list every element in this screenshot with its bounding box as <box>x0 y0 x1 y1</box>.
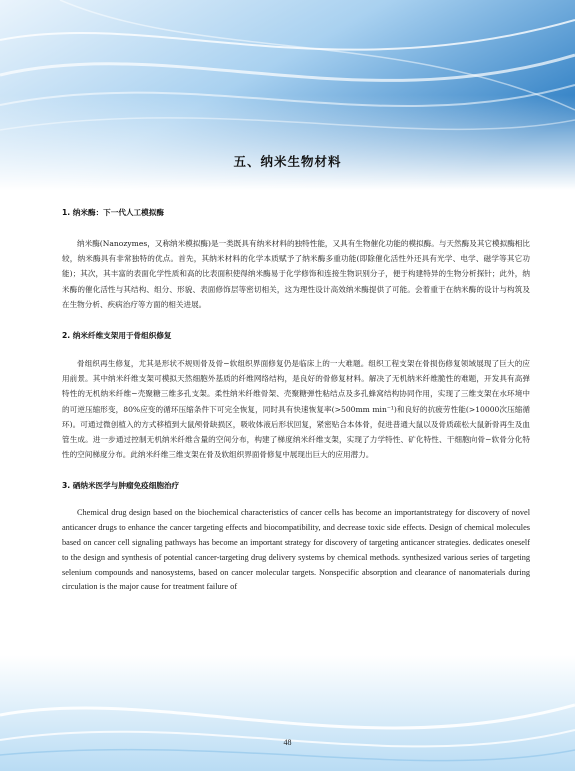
footer-decoration <box>0 655 575 771</box>
section-3-paragraph: Chemical drug design based on the biochemical characteristics of cancer cells has become an importantstrategy for discovery of novel anticancer drugs to enhance the cancer targeting effects and biocompatibility, and decrease toxic side effects. Design of chemical molecules based on cancer cell signaling pathways has become an important strategy for discovery of targeting anticancer strategies. dedicates oneself to the design and synthesis of potential cancer-targeting drug delivery systems by chemical methods. synthesized various series of targeting selenium compounds and nanosystems, based on cancer molecular targets. Nonspecific absorption and clearance of nanomaterials during circulation is the major cause for treatment failure of <box>62 508 530 592</box>
section-3-heading: 3. 硒纳米医学与肿瘤免疫细胞治疗 <box>62 481 180 491</box>
content-area <box>62 207 530 595</box>
section-1-heading: 1. 纳米酶：下一代人工模拟酶 <box>62 208 164 217</box>
chapter-title: 五、纳米生物材料 <box>233 154 342 170</box>
section-1-paragraph: 纳米酶(Nanozymes，又称纳米模拟酶)是一类既具有纳米材料的独特性能，又具有生物催化功能的模拟酶。与天然酶及其它模拟酶相比较，纳米酶具有非常独特的优点。首先，其纳米材料的化学本质赋予了纳米酶多重功能(即除催化活性外还具有光学、电学、磁学等其它功能)；其次，其丰富的表面化学性质和高的比表面积使得纳米酶易于化学修饰和连接生物识别分子，便于构建特异的生物分析探针；此外，纳米酶的催化活性与其结构、组分、形貌、表面修饰层等密切相关，这为理性设计高效纳米酶提供了可能。会着重于在纳米酶的设计与构筑及在生物分析、疾病治疗等方面的相关进展。 <box>62 239 530 309</box>
section-2-paragraph: 骨组织再生修复，尤其是形状不规则骨及骨−软组织界面修复仍是临床上的一大难题。组织工程支架在骨损伤修复领域展现了巨大的应用前景。其中纳米纤维支架可模拟天然细胞外基质的纤维网络结构，是良好的骨修复材料。解决了无机纳米纤维脆性的难题，开发具有高弹特性的无机纳米纤维−壳聚糖三维多孔支架。柔性纳米纤维骨架、壳聚糖弹性粘结点及多孔蜂窝结构协同作用，实现了三维支架在水环境中的可逆压缩形变，80%应变的循环压缩条件下可完全恢复，同时具有快速恢复率(>500mm min⁻¹)和良好的抗疲劳性能(>10000次压缩循环)。可通过微创植入的方式移植到大鼠颅骨缺损区，吸收体液后形状回复，紧密贴合本体骨，促进普通大鼠以及骨质疏松大鼠新骨再生及血管生成。进一步通过控制无机纳米纤维含量的空间分布，构建了梯度纳米纤维支架，实现了力学特性、矿化特性、干细胞向骨−软骨分化特性的空间梯度分布。此纳米纤维三维支架在骨及软组织界面骨修复中展现出巨大的应用潜力。 <box>62 359 530 460</box>
page-number: 48 <box>283 738 292 747</box>
section-2-heading: 2. 纳米纤维支架用于骨组织修复 <box>62 331 172 341</box>
